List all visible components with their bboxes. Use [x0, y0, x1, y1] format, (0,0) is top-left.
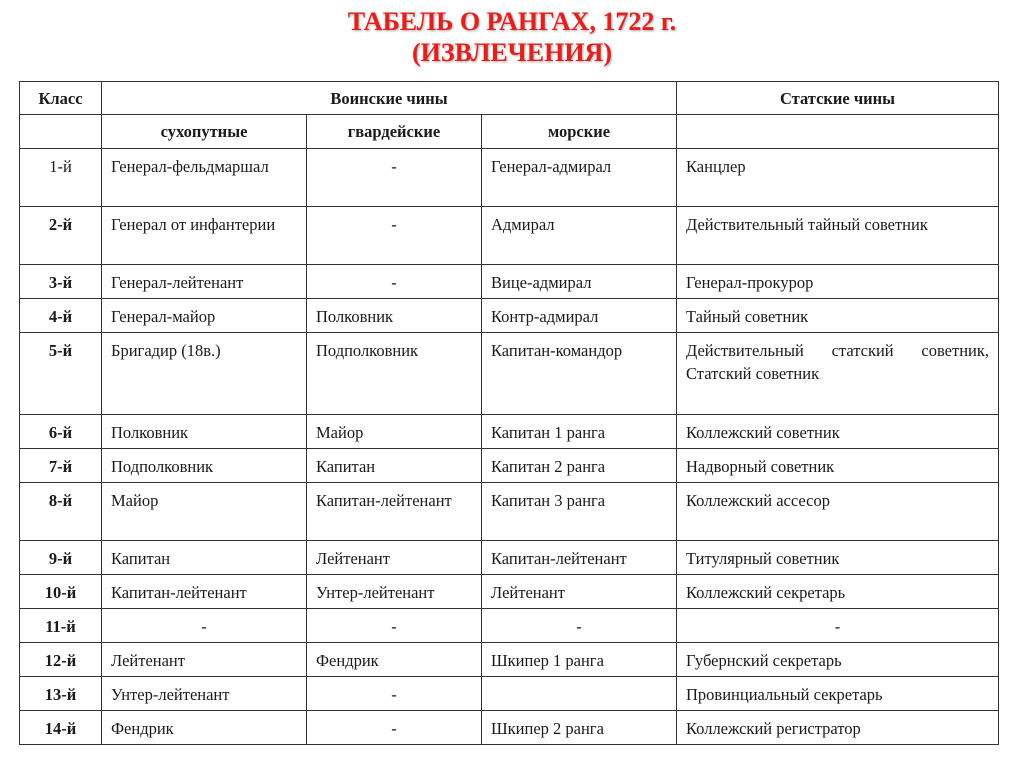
- naval-rank-cell: Адмирал: [482, 207, 677, 265]
- class-cell: 12-й: [20, 643, 102, 677]
- civil-rank-cell: Генерал-прокурор: [677, 265, 999, 299]
- guard-rank-cell: Унтер-лейтенант: [307, 575, 482, 609]
- naval-rank-cell: Генерал-адмирал: [482, 149, 677, 207]
- subheader-empty: [20, 115, 102, 149]
- subheader-naval: морские: [482, 115, 677, 149]
- naval-rank-cell: [482, 677, 677, 711]
- guard-rank-cell: -: [307, 207, 482, 265]
- naval-rank-cell: Вице-адмирал: [482, 265, 677, 299]
- land-rank-cell: Капитан-лейтенант: [102, 575, 307, 609]
- civil-rank-cell: Провинциальный секретарь: [677, 677, 999, 711]
- class-cell: 3-й: [20, 265, 102, 299]
- civil-rank-cell: -: [677, 609, 999, 643]
- civil-rank-cell: Коллежский советник: [677, 415, 999, 449]
- subheader-land: сухопутные: [102, 115, 307, 149]
- civil-rank-cell: Канцлер: [677, 149, 999, 207]
- land-rank-cell: Генерал-фельдмаршал: [102, 149, 307, 207]
- class-cell: 13-й: [20, 677, 102, 711]
- table-row: [20, 677, 999, 711]
- land-rank-cell: Унтер-лейтенант: [102, 677, 307, 711]
- table-row: [20, 643, 999, 677]
- civil-rank-cell: Титулярный советник: [677, 541, 999, 575]
- land-rank-cell: Бригадир (18в.): [102, 333, 307, 415]
- table-row: [20, 265, 999, 299]
- land-rank-cell: Генерал-лейтенант: [102, 265, 307, 299]
- class-cell: 4-й: [20, 299, 102, 333]
- naval-rank-cell: Шкипер 1 ранга: [482, 643, 677, 677]
- class-cell: 5-й: [20, 333, 102, 415]
- guard-rank-cell: -: [307, 677, 482, 711]
- class-cell: 14-й: [20, 711, 102, 745]
- page-title: [0, 6, 1024, 68]
- subheader-row: [20, 115, 999, 149]
- guard-rank-cell: -: [307, 265, 482, 299]
- civil-rank-cell: Губернский секретарь: [677, 643, 999, 677]
- class-cell: 8-й: [20, 483, 102, 541]
- table-row: [20, 711, 999, 745]
- land-rank-cell: Фендрик: [102, 711, 307, 745]
- naval-rank-cell: Капитан 3 ранга: [482, 483, 677, 541]
- naval-rank-cell: -: [482, 609, 677, 643]
- land-rank-cell: Полковник: [102, 415, 307, 449]
- guard-rank-cell: -: [307, 609, 482, 643]
- table-row: [20, 299, 999, 333]
- land-rank-cell: Майор: [102, 483, 307, 541]
- table-row: [20, 609, 999, 643]
- table-of-ranks: [19, 81, 999, 745]
- civil-rank-cell: [677, 333, 999, 415]
- title-line-2: (ИЗВЛЕЧЕНИЯ): [412, 38, 612, 67]
- class-cell: 11-й: [20, 609, 102, 643]
- civil-rank-cell: Тайный советник: [677, 299, 999, 333]
- table-row: [20, 483, 999, 541]
- naval-rank-cell: Контр-адмирал: [482, 299, 677, 333]
- civil-rank-cell: Надворный советник: [677, 449, 999, 483]
- class-cell: 6-й: [20, 415, 102, 449]
- table-row: [20, 149, 999, 207]
- land-rank-cell: -: [102, 609, 307, 643]
- naval-rank-cell: Капитан-командор: [482, 333, 677, 415]
- land-rank-cell: Генерал-майор: [102, 299, 307, 333]
- civil-rank-line: Статский советник: [686, 364, 820, 383]
- guard-rank-cell: Капитан-лейтенант: [307, 483, 482, 541]
- naval-rank-cell: Капитан 1 ранга: [482, 415, 677, 449]
- civil-rank-cell: Коллежский регистратор: [677, 711, 999, 745]
- table-row: [20, 333, 999, 415]
- header-row: [20, 82, 999, 115]
- naval-rank-cell: Капитан-лейтенант: [482, 541, 677, 575]
- land-rank-cell: Генерал от инфантерии: [102, 207, 307, 265]
- class-cell: 2-й: [20, 207, 102, 265]
- guard-rank-cell: -: [307, 711, 482, 745]
- subheader-empty-civil: [677, 115, 999, 149]
- civil-rank-cell: Коллежский секретарь: [677, 575, 999, 609]
- guard-rank-cell: -: [307, 149, 482, 207]
- header-civil: Статские чины: [677, 82, 999, 115]
- guard-rank-cell: Капитан: [307, 449, 482, 483]
- subheader-guard: гвардейские: [307, 115, 482, 149]
- header-class: Класс: [20, 82, 102, 115]
- naval-rank-cell: Лейтенант: [482, 575, 677, 609]
- title-line-1: ТАБЕЛЬ О РАНГАХ, 1722 г.: [347, 7, 677, 36]
- guard-rank-cell: Лейтенант: [307, 541, 482, 575]
- table-row: [20, 575, 999, 609]
- civil-rank-line: Действительный статский советник,: [686, 341, 989, 360]
- class-cell: 10-й: [20, 575, 102, 609]
- guard-rank-cell: Подполковник: [307, 333, 482, 415]
- civil-rank-cell: Действительный тайный советник: [677, 207, 999, 265]
- header-military: Воинские чины: [102, 82, 677, 115]
- table-row: [20, 207, 999, 265]
- guard-rank-cell: Полковник: [307, 299, 482, 333]
- class-cell: 7-й: [20, 449, 102, 483]
- table-row: [20, 449, 999, 483]
- guard-rank-cell: Майор: [307, 415, 482, 449]
- naval-rank-cell: Шкипер 2 ранга: [482, 711, 677, 745]
- civil-rank-cell: Коллежский ассесор: [677, 483, 999, 541]
- guard-rank-cell: Фендрик: [307, 643, 482, 677]
- land-rank-cell: Подполковник: [102, 449, 307, 483]
- table-row: [20, 541, 999, 575]
- class-cell: 1-й: [20, 149, 102, 207]
- class-cell: 9-й: [20, 541, 102, 575]
- land-rank-cell: Лейтенант: [102, 643, 307, 677]
- land-rank-cell: Капитан: [102, 541, 307, 575]
- naval-rank-cell: Капитан 2 ранга: [482, 449, 677, 483]
- table-row: [20, 415, 999, 449]
